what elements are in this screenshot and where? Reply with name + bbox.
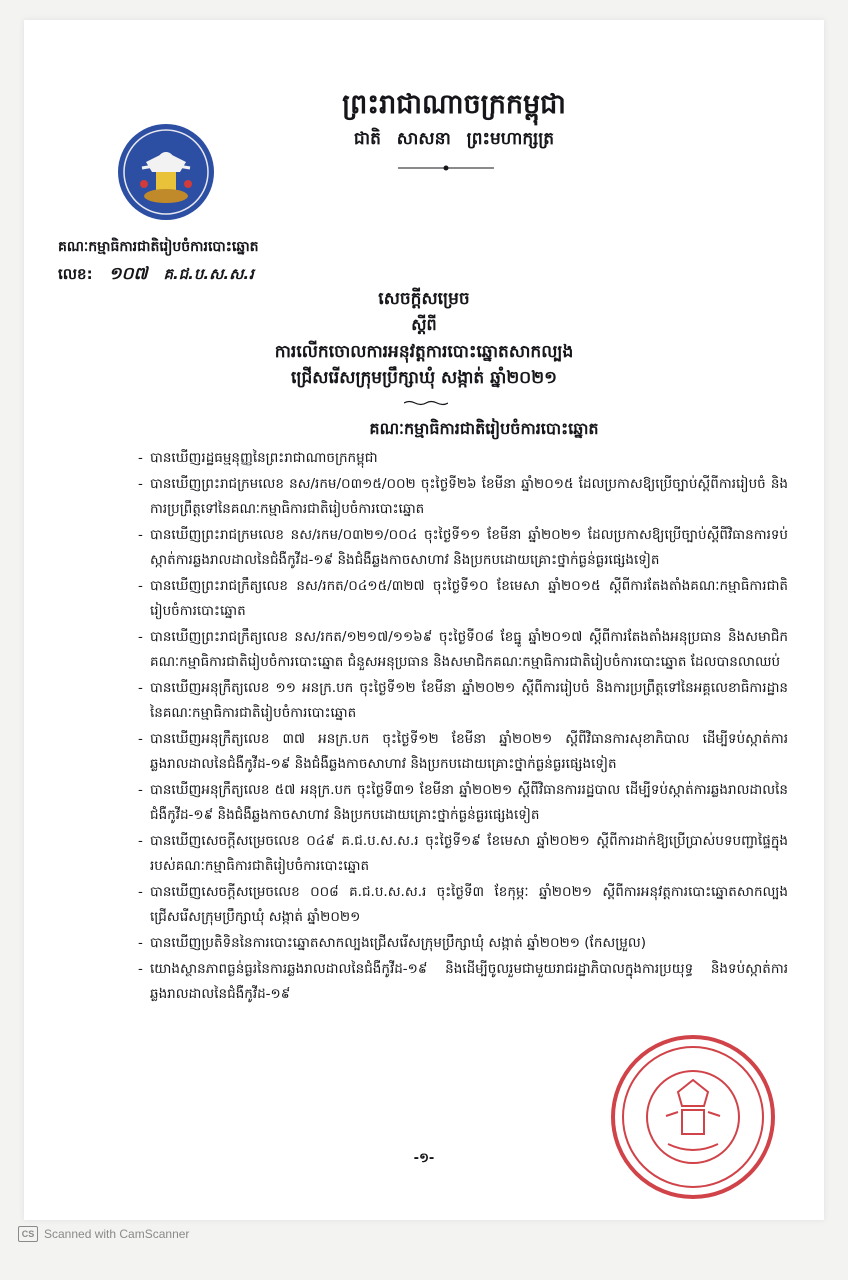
list-item-text: បានឃើញសេចក្ដីសម្រេចលេខ ០៤៩ គ.ជ.ប.ស.ស.រ ចុះថ្ងៃទី១៩ ខែមេសា ឆ្នាំ២០២១ ស្ដីពីការដាក់ឱ្យប្រើប្រាស់បទបញ្ជាផ្ទៃក្នុងរបស់គណៈកម្មាធិការជាតិរៀបចំការបោះឆ្នោត: [150, 833, 788, 874]
list-item-text: បានឃើញព្រះរាជក្រឹត្យលេខ នស/រកត/១២១៧/១១៦៩ ចុះថ្ងៃទី០៨ ខែធ្នូ ឆ្នាំ២០១៧ ស្ដីពីការតែងតាំងអនុប្រធាន និងសមាជិកគណៈកម្មាធិការជាតិរៀបចំការបោះឆ្នោត ជំនួសអនុប្រធាន និងសមាជិកគណៈកម្មាធិការជាតិរៀបចំការបោះឆ្នោត ដែលបានលាឈប់: [150, 629, 788, 670]
reference-row: [58, 263, 254, 288]
list-item: - បានឃើញសេចក្ដីសម្រេចលេខ ០៤៩ គ.ជ.ប.ស.ស.រ ចុះថ្ងៃទី១៩ ខែមេសា ឆ្នាំ២០២១ ស្ដីពីការដាក់ឱ្យប្រើប្រាស់បទបញ្ជាផ្ទៃក្នុងរបស់គណៈកម្មាធិការជាតិរៀបចំការបោះឆ្នោត: [138, 833, 788, 874]
ornament-divider-icon: [398, 165, 494, 171]
squiggle-divider-icon: [404, 400, 448, 406]
issuing-authority: គណៈកម្មាធិការជាតិរៀបចំការបោះឆ្នោត: [369, 419, 599, 438]
list-item: - បានឃើញសេចក្ដីសម្រេចលេខ ០០៨ គ.ជ.ប.ស.ស.រ ចុះថ្ងៃទី៣ ខែកុម្ភៈ ឆ្នាំ២០២១ ស្ដីពីការអនុវត្តការបោះឆ្នោតសាកល្បងជ្រើសរើសក្រុមប្រឹក្សាឃុំ សង្កាត់ ឆ្នាំ២០២១: [138, 884, 788, 925]
list-item: - បានឃើញព្រះរាជក្រឹត្យលេខ នស/រកត/០៤១៥/៣២៧ ចុះថ្ងៃទី១០ ខែមេសា ឆ្នាំ២០១៥ ស្ដីពីការតែងតាំងគណៈកម្មាធិការជាតិរៀបចំការបោះឆ្នោត: [138, 578, 788, 619]
list-item-text: បានឃើញសេចក្ដីសម្រេចលេខ ០០៨ គ.ជ.ប.ស.ស.រ ចុះថ្ងៃទី៣ ខែកុម្ភៈ ឆ្នាំ២០២១ ស្ដីពីការអនុវត្តការបោះឆ្នោតសាកល្បងជ្រើសរើសក្រុមប្រឹក្សាឃុំ សង្កាត់ ឆ្នាំ២០២១: [150, 884, 788, 925]
document-about: ស្ដីពី: [411, 315, 437, 334]
list-item: - យោងស្ថានភាពធ្ងន់ធ្ងរនៃការឆ្លងរាលដាលនៃជំងឺកូវីដ-១៩ និងដើម្បីចូលរួមជាមួយរាជរដ្ឋាភិបាលក្នុងការប្រយុទ្ធ និងទប់ស្កាត់ការឆ្លងរាលដាលនៃជំងឺកូវីដ-១៩: [138, 961, 788, 1002]
list-item: - បានឃើញអនុក្រឹត្យលេខ ៣៧ អនក្រ.បក ចុះថ្ងៃទី១២ ខែមីនា ឆ្នាំ២០២១ ស្ដីពីវិធានការសុខាភិបាល ដើម្បីទប់ស្កាត់ការឆ្លងរាលដាលនៃជំងឺកូវីដ-១៩ និងជំងឺឆ្លងកាចសាហាវ និងប្រកបដោយគ្រោះថ្នាក់ធ្ងន់ធ្ងរផ្សេងទៀត: [138, 731, 788, 772]
list-item: - បានឃើញព្រះរាជក្រមលេខ នស/រកម/០៣២១/០០៤ ចុះថ្ងៃទី១១ ខែមីនា ឆ្នាំ២០២១ ដែលប្រកាសឱ្យប្រើច្បាប់ស្ដីពីវិធានការទប់ស្កាត់ការឆ្លងរាលដាលនៃជំងឺកូវីដ-១៩ និងជំងឺឆ្លងកាចសាហាវ និងប្រកបដោយគ្រោះថ្នាក់ធ្ងន់ធ្ងរផ្សេងទៀត: [138, 527, 788, 568]
reference-number: ១០៧: [108, 264, 148, 284]
official-seal-icon: [608, 1032, 778, 1202]
national-motto: ជាតិ សាសនា ព្រះមហាក្សត្រ: [353, 129, 555, 149]
list-item-text: បានឃើញព្រះរាជក្រមលេខ នស/រកម/០៣១៥/០០២ ចុះថ្ងៃទី២៦ ខែមីនា ឆ្នាំ២០១៥ ដែលប្រកាសឱ្យប្រើច្បាប់ស្ដីពីការរៀបចំ និងការប្រព្រឹត្តទៅនៃគណៈកម្មាធិការជាតិរៀបចំការបោះឆ្នោត: [150, 476, 788, 517]
list-item: - បានឃើញអនុក្រឹត្យលេខ ១១ អនក្រ.បក ចុះថ្ងៃទី១២ ខែមីនា ឆ្នាំ២០២១ ស្ដីពីការរៀបចំ និងការប្រព្រឹត្តទៅនៃអគ្គលេខាធិការដ្ឋាននៃគណៈកម្មាធិការជាតិរៀបចំការបោះឆ្នោត: [138, 680, 788, 721]
watermark-text: Scanned with CamScanner: [44, 1227, 190, 1241]
preamble-list: [138, 446, 788, 1008]
list-item: - បានឃើញរដ្ឋធម្មនុញ្ញនៃព្រះរាជាណាចក្រកម្ពុជា: [138, 450, 378, 466]
scanner-watermark: [18, 1226, 189, 1242]
page-number: -១-: [413, 1151, 435, 1166]
list-item: - បានឃើញព្រះរាជក្រមលេខ នស/រកម/០៣១៥/០០២ ចុះថ្ងៃទី២៦ ខែមីនា ឆ្នាំ២០១៥ ដែលប្រកាសឱ្យប្រើច្បាប់ស្ដីពីការរៀបចំ និងការប្រព្រឹត្តទៅនៃគណៈកម្មាធិការជាតិរៀបចំការបោះឆ្នោត: [138, 476, 788, 517]
list-item-text: យោងស្ថានភាពធ្ងន់ធ្ងរនៃការឆ្លងរាលដាលនៃជំងឺកូវីដ-១៩ និងដើម្បីចូលរួមជាមួយរាជរដ្ឋាភិបាលក្នុងការប្រយុទ្ធ និងទប់ស្កាត់ការឆ្លងរាលដាលនៃជំងឺកូវីដ-១៩: [150, 961, 788, 1002]
list-item-text: បានឃើញព្រះរាជក្រឹត្យលេខ នស/រកត/០៤១៥/៣២៧ ចុះថ្ងៃទី១០ ខែមេសា ឆ្នាំ២០១៥ ស្ដីពីការតែងតាំងគណៈកម្មាធិការជាតិរៀបចំការបោះឆ្នោត: [150, 578, 788, 619]
list-item-text: បានឃើញរដ្ឋធម្មនុញ្ញនៃព្រះរាជាណាចក្រកម្ពុជា: [150, 450, 378, 466]
list-item-text: បានឃើញអនុក្រឹត្យលេខ ១១ អនក្រ.បក ចុះថ្ងៃទី១២ ខែមីនា ឆ្នាំ២០២១ ស្ដីពីការរៀបចំ និងការប្រព្រឹត្តទៅនៃអគ្គលេខាធិការដ្ឋាននៃគណៈកម្មាធិការជាតិរៀបចំការបោះឆ្នោត: [150, 680, 788, 721]
list-item: - បានឃើញប្រតិទិននៃការបោះឆ្នោតសាកល្បងជ្រើសរើសក្រុមប្រឹក្សាឃុំ សង្កាត់ ឆ្នាំ២០២១ (កែសម្រួល): [138, 935, 646, 951]
issuer-name: គណៈកម្មាធិការជាតិរៀបចំការបោះឆ្នោត: [58, 239, 259, 255]
subject-line-1: ការលើកចោលការអនុវត្តការបោះឆ្នោតសាកល្បង: [274, 342, 574, 362]
camscanner-icon: CS: [18, 1226, 38, 1242]
list-item-text: បានឃើញព្រះរាជក្រមលេខ នស/រកម/០៣២១/០០៤ ចុះថ្ងៃទី១១ ខែមីនា ឆ្នាំ២០២១ ដែលប្រកាសឱ្យប្រើច្បាប់ស្ដីពីវិធានការទប់ស្កាត់ការឆ្លងរាលដាលនៃជំងឺកូវីដ-១៩ និងជំងឺឆ្លងកាចសាហាវ និងប្រកបដោយគ្រោះថ្នាក់ធ្ងន់ធ្ងរផ្សេងទៀត: [150, 527, 788, 568]
reference-label: លេខ:: [58, 265, 93, 283]
document-type: សេចក្ដីសម្រេច: [378, 289, 470, 309]
subject-line-2: ជ្រើសរើសក្រុមប្រឹក្សាឃុំ សង្កាត់ ឆ្នាំ២០២១: [291, 368, 557, 388]
list-item: - បានឃើញព្រះរាជក្រឹត្យលេខ នស/រកត/១២១៧/១១៦៩ ចុះថ្ងៃទី០៨ ខែធ្នូ ឆ្នាំ២០១៧ ស្ដីពីការតែងតាំងអនុប្រធាន និងសមាជិកគណៈកម្មាធិការជាតិរៀបចំការបោះឆ្នោត ជំនួសអនុប្រធាន និងសមាជិកគណៈកម្មាធិការជាតិរៀបចំការបោះឆ្នោត ដែលបានលាឈប់: [138, 629, 788, 670]
kingdom-title: ព្រះរាជាណាចក្រកម្ពុជា: [342, 89, 566, 120]
reference-code: គ.ជ.ប.ស.ស.រ: [163, 265, 254, 283]
list-item-text: បានឃើញអនុក្រឹត្យលេខ ៥៧ អនុក្រ.បក ចុះថ្ងៃទី៣១ ខែមីនា ឆ្នាំ២០២១ ស្ដីពីវិធានការរដ្ឋបាល ដើម្បីទប់ស្កាត់ការឆ្លងរាលដាលនៃជំងឺកូវីដ-១៩ និងជំងឺឆ្លងកាចសាហាវ និងប្រកបដោយគ្រោះថ្នាក់ធ្ងន់ធ្ងរផ្សេងទៀត: [150, 782, 788, 823]
list-item: - បានឃើញអនុក្រឹត្យលេខ ៥៧ អនុក្រ.បក ចុះថ្ងៃទី៣១ ខែមីនា ឆ្នាំ២០២១ ស្ដីពីវិធានការរដ្ឋបាល ដើម្បីទប់ស្កាត់ការឆ្លងរាលដាលនៃជំងឺកូវីដ-១៩ និងជំងឺឆ្លងកាចសាហាវ និងប្រកបដោយគ្រោះថ្នាក់ធ្ងន់ធ្ងរផ្សេងទៀត: [138, 782, 788, 823]
list-item-text: បានឃើញអនុក្រឹត្យលេខ ៣៧ អនក្រ.បក ចុះថ្ងៃទី១២ ខែមីនា ឆ្នាំ២០២១ ស្ដីពីវិធានការសុខាភិបាល ដើម្បីទប់ស្កាត់ការឆ្លងរាលដាលនៃជំងឺកូវីដ-១៩ និងជំងឺឆ្លងកាចសាហាវ និងប្រកបដោយគ្រោះថ្នាក់ធ្ងន់ធ្ងរផ្សេងទៀត: [150, 731, 788, 772]
list-item-text: បានឃើញប្រតិទិននៃការបោះឆ្នោតសាកល្បងជ្រើសរើសក្រុមប្រឹក្សាឃុំ សង្កាត់ ឆ្នាំ២០២១ (កែសម្រួល): [150, 935, 646, 951]
